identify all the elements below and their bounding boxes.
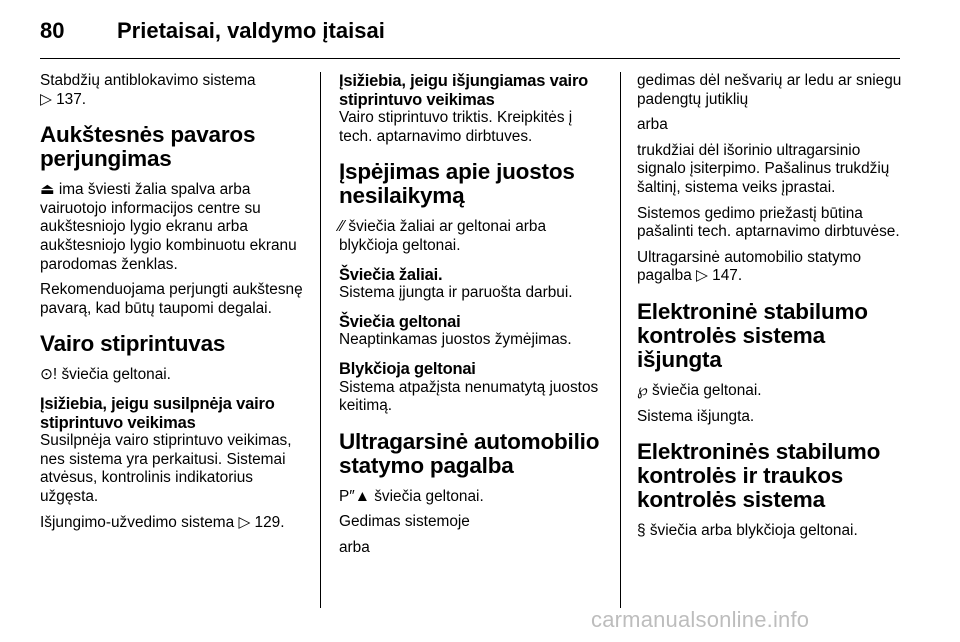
intro-text <box>40 72 308 109</box>
intro-line-1: Stabdžių antiblokavimo sistema <box>40 72 256 89</box>
parking-reference[interactable]: Ultragarsinė automobilio statymo pagalba ▷ 147. <box>637 248 862 285</box>
column-1 <box>40 72 308 539</box>
esc-off-paragraph-1: ℘ šviečia geltonai. <box>637 381 762 399</box>
gear-paragraph-1: ⏏ ima šviesti žalia spalva arba vairuotojo informacijos centre su aukštesniojo lygio ekranu arba aukštesniojo lygio kombinuotu ekranu parodomas ženklas. <box>40 181 297 273</box>
subheading-steering-off: Įsižiebia, jeigu išjungiamas vairo stiprintuvo veikimas <box>339 72 589 109</box>
parking-paragraph-3: arba <box>339 538 370 556</box>
workshop-paragraph: Sistemos gedimo priežastį būtina pašalinti tech. aptarnavimo dirbtuvėse. <box>637 204 900 241</box>
watermark: carmanualsonline.info <box>591 607 810 632</box>
esc-paragraph: § šviečia arba blykčioja geltonai. <box>637 522 858 540</box>
parking-paragraph-2: Gedimas sistemoje <box>339 513 470 531</box>
heading-esc-traction: Elektroninės stabilumo kontrolės ir traukos kontrolės sistema <box>637 439 881 513</box>
yellow-paragraph: Neaptinkamas juostos žymėjimas. <box>339 331 572 349</box>
heading-esc-off: Elektroninė stabilumo kontrolės sistema išjungta <box>637 298 868 372</box>
steering-off-paragraph: Vairo stiprintuvo triktis. Kreipkitės į tech. aptarnavimo dirbtuves. <box>339 109 573 145</box>
subheading-green: Šviečia žaliai. <box>339 265 443 284</box>
header-divider <box>40 58 900 59</box>
heading-parking-assist: Ultragarsinė automobilio statymo pagalba <box>339 428 600 478</box>
heading-lane-departure: Įspėjimas apie juostos nesilaikymą <box>339 159 575 209</box>
subheading-reduced-steering: Įsižiebia, jeigu susilpnėja vairo stiprintuvo veikimas <box>40 394 275 432</box>
abs-page-link[interactable]: ▷ 137. <box>40 90 87 108</box>
subheading-blinking: Blykčioja geltonai <box>339 359 476 378</box>
lane-paragraph: ⁄⁄ šviečia žaliai ar geltonai arba blykčioja geltonai. <box>339 218 547 254</box>
column-divider-1 <box>320 72 321 608</box>
stop-start-reference[interactable]: Išjungimo-užvedimo sistema ▷ 129. <box>40 513 285 531</box>
or-paragraph: arba <box>637 116 668 134</box>
reduced-steering-paragraph: Susilpnėja vairo stiprintuvo veikimas, nes sistema yra perkaitusi. Sistemai atvėsus, kontrolinis indikatorius užgęsta. <box>40 432 292 505</box>
green-paragraph: Sistema įjungta ir paruošta darbui. <box>339 284 573 302</box>
heading-gear-shift: Aukštesnės pavaros perjungimas <box>40 122 256 172</box>
parking-paragraph-1: P″▲ šviečia geltonai. <box>339 487 484 505</box>
heading-power-steering: Vairo stiprintuvas <box>40 331 226 357</box>
interference-paragraph: trukdžiai dėl išorinio ultragarsinio signalo įsiterpimo. Pašalinus trukdžių šaltinį, sistema veiks įprastai. <box>637 141 890 196</box>
gear-paragraph-2: Rekomenduojama perjungti aukštesnę pavarą, kad būtų taupomi degalai. <box>40 281 303 317</box>
column-2 <box>339 72 607 565</box>
blinking-paragraph: Sistema atpažįsta nenumatytą juostos keitimą. <box>339 378 599 415</box>
page-number: 80 <box>40 18 65 43</box>
column-divider-2 <box>620 72 621 608</box>
page-title: Prietaisai, valdymo įtaisai <box>117 18 385 43</box>
steering-paragraph: ⊙! šviečia geltonai. <box>40 366 171 384</box>
column-3 <box>637 72 907 548</box>
subheading-yellow: Šviečia geltonai <box>339 312 461 331</box>
esc-off-paragraph-2: Sistema išjungta. <box>637 407 755 425</box>
sensor-paragraph: gedimas dėl nešvarių ar ledu ar sniegu padengtų jutiklių <box>637 72 902 108</box>
